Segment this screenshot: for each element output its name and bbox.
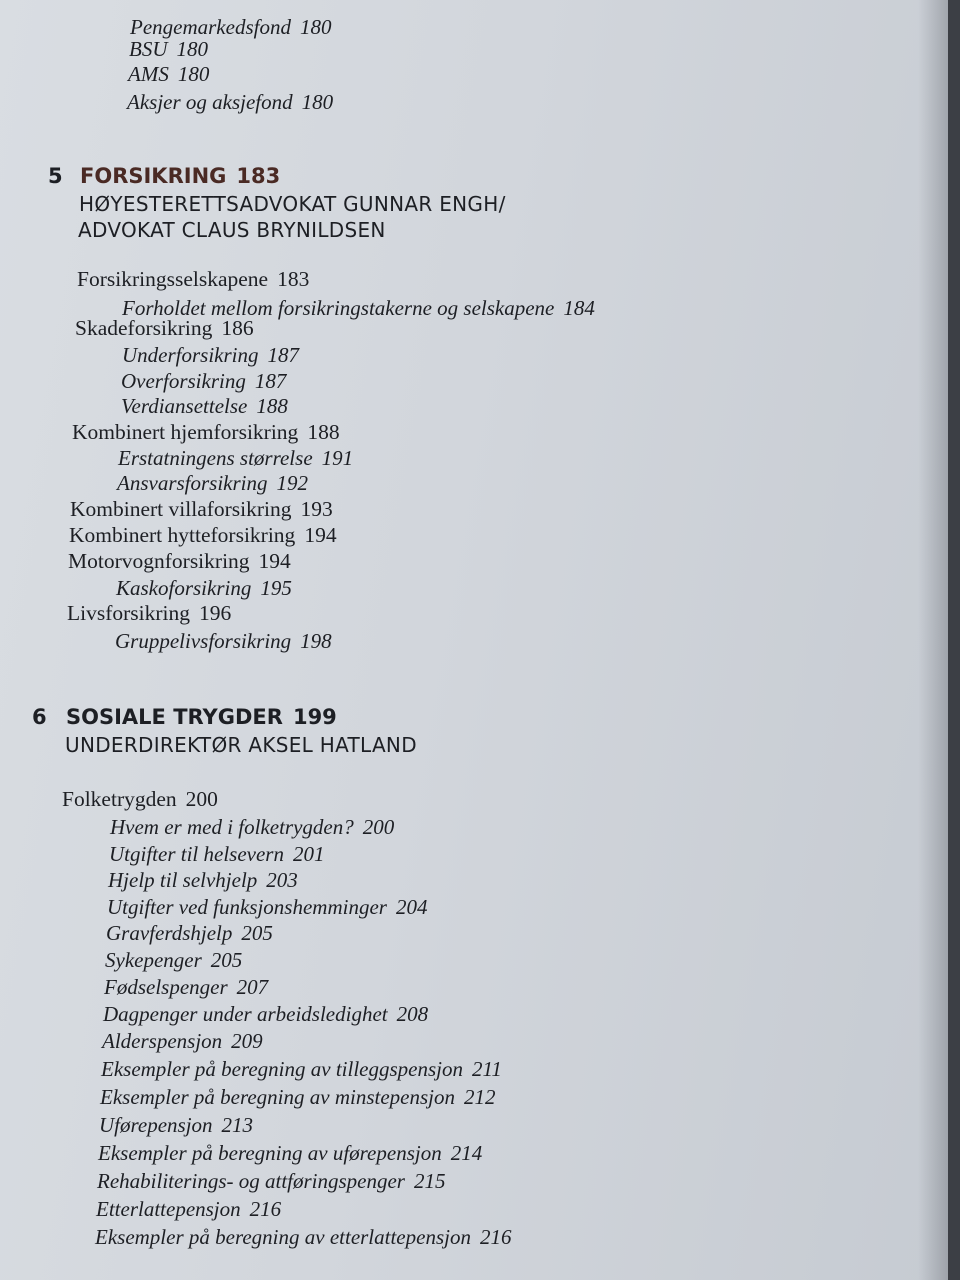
toc-subentry: Kaskoforsikring 195 (116, 576, 292, 600)
toc-entry: Kombinert hjemforsikring 188 (72, 420, 340, 444)
chapter-author: UNDERDIREKTØR AKSEL HATLAND (65, 733, 417, 757)
chapter-number: 6 (32, 705, 47, 729)
toc-entry: Motorvognforsikring 194 (68, 549, 291, 573)
chapter-author: ADVOKAT CLAUS BRYNILDSEN (78, 218, 386, 242)
show-through-text (440, 20, 940, 1280)
toc-subentry: BSU 180 (129, 37, 208, 61)
toc-subentry: Gruppelivsforsikring 198 (115, 629, 332, 653)
toc-subentry: Aksjer og aksjefond 180 (127, 90, 334, 114)
toc-subentry: Ansvarsforsikring 192 (117, 471, 309, 495)
toc-subentry: Forholdet mellom forsikringstakerne og selskapene 184 (122, 296, 595, 320)
toc-subentry: Eksempler på beregning av tilleggspensjon 211 (101, 1057, 502, 1081)
toc-subentry: Uførepensjon 213 (99, 1113, 254, 1137)
toc-subentry: Underforsikring 187 (122, 343, 299, 367)
toc-entry: Forsikringsselskapene 183 (77, 267, 310, 291)
toc-subentry: Eksempler på beregning av uførepensjon 214 (98, 1141, 483, 1165)
toc-subentry: Utgifter til helsevern 201 (109, 842, 325, 866)
toc-entry: Livsforsikring 196 (67, 601, 232, 625)
toc-subentry: Hvem er med i folketrygden? 200 (110, 815, 395, 839)
toc-subentry: Overforsikring 187 (121, 369, 287, 393)
toc-subentry: Verdiansettelse 188 (121, 394, 288, 418)
toc-subentry: Hjelp til selvhjelp 203 (108, 868, 298, 892)
toc-entry: Folketrygden 200 (62, 787, 218, 811)
toc-subentry: Erstatningens størrelse 191 (118, 446, 354, 470)
toc-entry: Skadeforsikring 186 (75, 316, 254, 340)
chapter-title: SOSIALE TRYGDER 199 (66, 705, 337, 729)
toc-subentry: Etterlattepensjon 216 (96, 1197, 282, 1221)
toc-entry: Kombinert villaforsikring 193 (70, 497, 333, 521)
chapter-author: HØYESTERETTSADVOKAT GUNNAR ENGH/ (79, 192, 506, 216)
toc-subentry: Utgifter ved funksjonshemminger 204 (107, 895, 428, 919)
toc-subentry: Rehabiliterings- og attføringspenger 215 (97, 1169, 446, 1193)
toc-subentry: AMS 180 (128, 62, 210, 86)
toc-subentry: Eksempler på beregning av minstepensjon 212 (100, 1085, 496, 1109)
toc-subentry: Gravferdshjelp 205 (106, 921, 273, 945)
toc-subentry: Sykepenger 205 (105, 948, 243, 972)
toc-subentry: Eksempler på beregning av etterlattepensjon 216 (95, 1225, 512, 1249)
chapter-title: FORSIKRING 183 (80, 164, 281, 188)
toc-subentry: Dagpenger under arbeidsledighet 208 (103, 1002, 429, 1026)
toc-subentry: Fødselspenger 207 (104, 975, 269, 999)
toc-entry: Kombinert hytteforsikring 194 (69, 523, 337, 547)
toc-subentry: Pengemarkedsfond 180 (130, 15, 332, 39)
toc-subentry: Alderspensjon 209 (102, 1029, 263, 1053)
chapter-number: 5 (48, 164, 63, 188)
